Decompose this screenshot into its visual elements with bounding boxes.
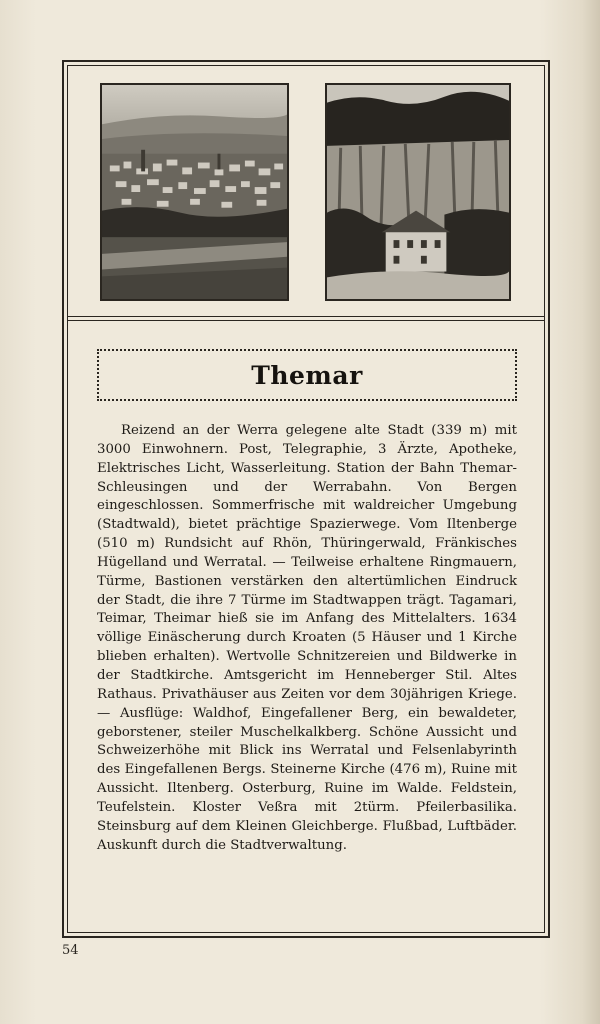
title-box <box>97 349 517 401</box>
town-photo <box>100 83 289 301</box>
cliff-villa-photo <box>325 83 511 301</box>
article-body <box>97 422 517 855</box>
article-title: Themar <box>251 360 363 390</box>
article-paragraph: Reizend an der Werra gelegene alte Stadt (339 m) mit 3000 Einwohnern. Post, Telegraphie, 3 Ärzte, Apotheke, Elektrisches Licht, Wasserleitung. Station der Bahn Themar-Schleusingen und der Werrabahn. Von Bergen eingeschlossen. Sommerfrische mit waldreicher Umgebung (Stadtwald), bietet prächtige Spazierwege. Vom Iltenberge (510 m) Rundsicht auf Rhön, Thüringerwald, Fränkisches Hügelland und Werratal. — Teilweise erhaltene Ringmauern, Türme, Bastionen verstärken den altertümlichen Eindruck der Stadt, die ihre 7 Türme im Stadtwappen trägt. Tagamari, Teimar, Theimar hieß sie im Anfang des Mittelalters. 1634 völlige Einäscherung durch Kroaten (5 Häuser und 1 Kirche blieben erhalten). Wertvolle Schnitzereien und Bildwerke in der Stadtkirche. Amtsgericht im Henneberger Stil. Altes Rathaus. Privathäuser aus Zeiten vor dem 30jährigen Kriege. — Ausflüge: Waldhof, Eingefallener Berg, ein bewaldeter, geborstener, steiler Muschelkalkberg. Schöne Aussicht und Schweizerhöhe mit Blick ins Werratal und Felsenlabyrinth des Eingefallenen Bergs. Steinerne Kirche (476 m), Ruine mit Aussicht. Iltenberg. Osterburg, Ruine im Walde. Feldstein, Teufelstein. Kloster Veßra mit 2türm. Pfeilerbasilika. Steinsburg auf dem Kleinen Gleichberge. Flußbad, Luftbäder. Auskunft durch die Stadtverwaltung. <box>97 423 517 853</box>
page-number: 54 <box>62 943 79 958</box>
photo-divider-top <box>67 316 545 317</box>
photo-divider-bottom <box>67 320 545 321</box>
